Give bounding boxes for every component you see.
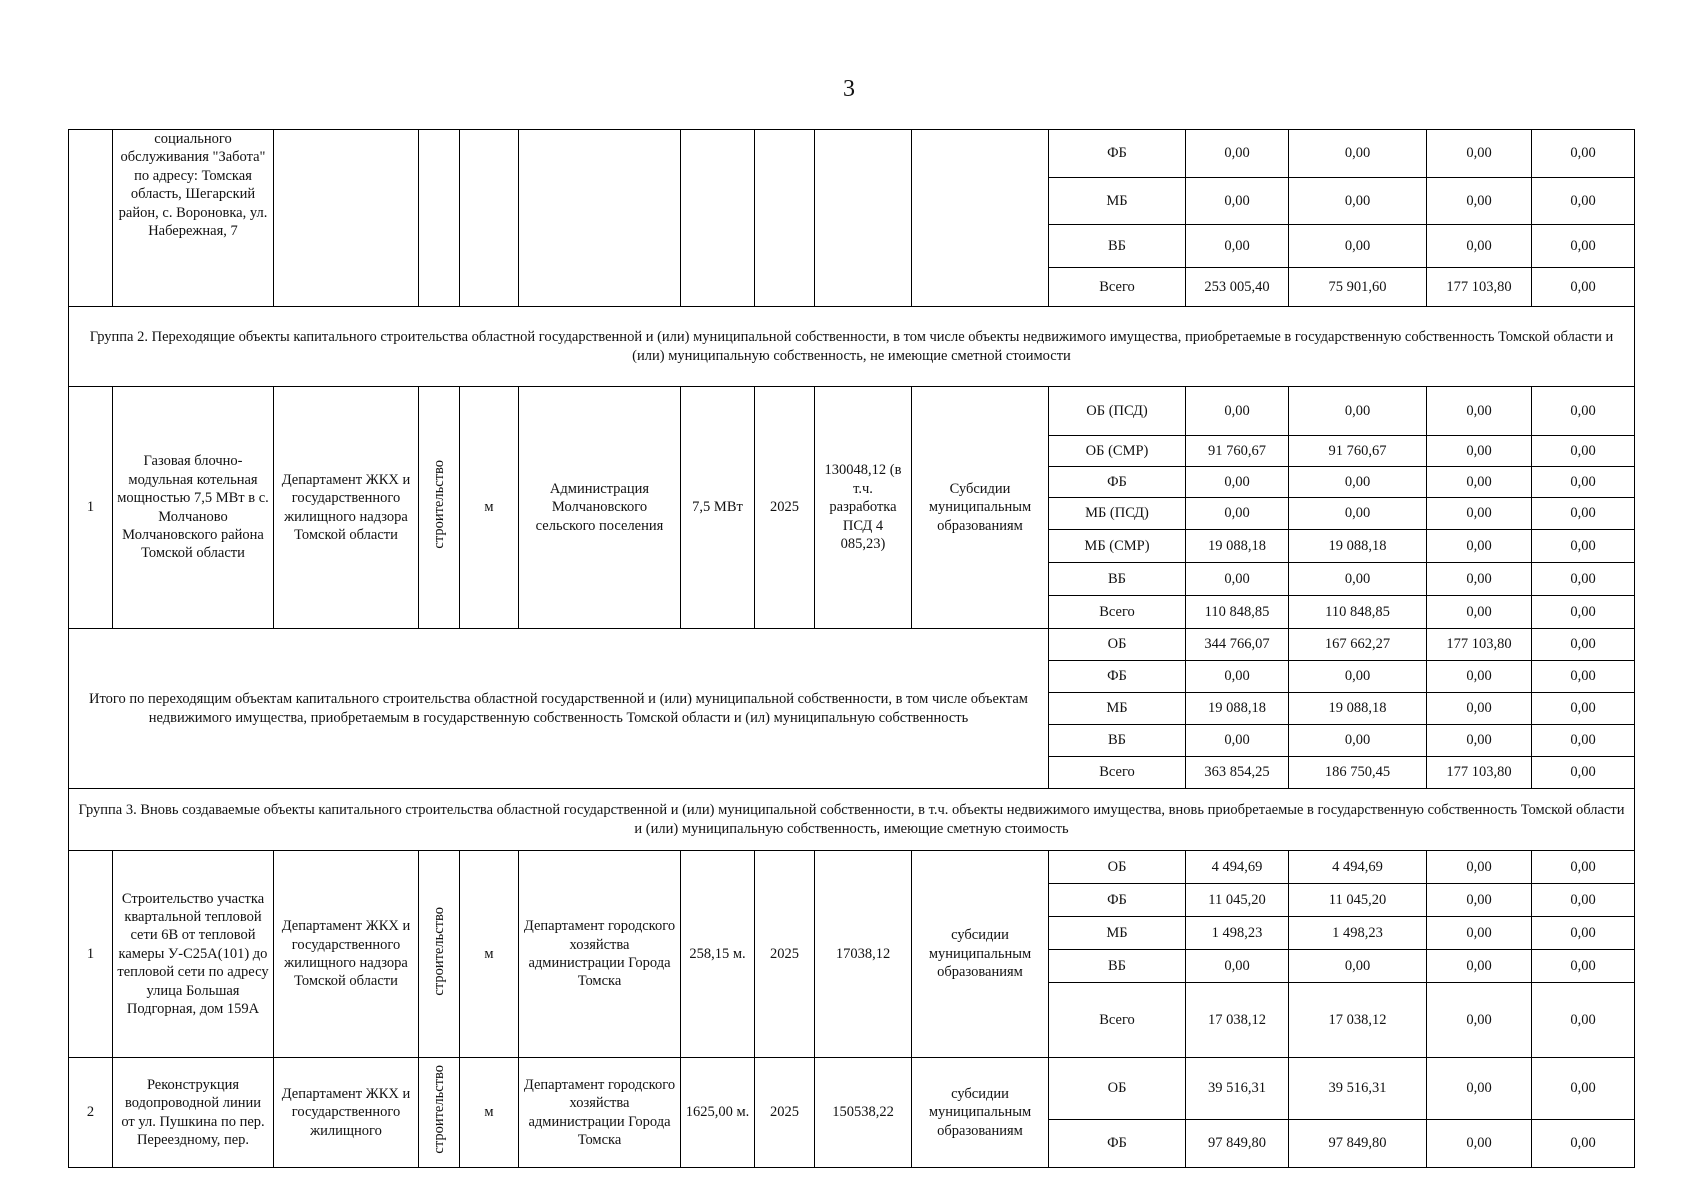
funding-source: Всего bbox=[1049, 596, 1186, 629]
form-cell bbox=[912, 130, 1049, 307]
amount-cell: 0,00 bbox=[1427, 225, 1532, 268]
amount-cell: 0,00 bbox=[1532, 387, 1635, 436]
amount-cell: 177 103,80 bbox=[1427, 268, 1532, 307]
amount-cell: 91 760,67 bbox=[1289, 436, 1427, 467]
year-cell: 2025 bbox=[755, 851, 815, 1058]
amount-cell: 0,00 bbox=[1427, 693, 1532, 725]
funding-source: ОБ (СМР) bbox=[1049, 436, 1186, 467]
cost-cell: 130048,12 (в т.ч. разработка ПСД 4 085,23) bbox=[815, 387, 912, 629]
amount-cell: 0,00 bbox=[1289, 467, 1427, 498]
amount-cell: 4 494,69 bbox=[1289, 851, 1427, 884]
capacity-cell: 7,5 МВт bbox=[681, 387, 755, 629]
funding-source: ВБ bbox=[1049, 950, 1186, 983]
funding-source: ОБ bbox=[1049, 851, 1186, 884]
amount-cell: 19 088,18 bbox=[1289, 530, 1427, 563]
cost-cell: 150538,22 bbox=[815, 1058, 912, 1168]
amount-cell: 75 901,60 bbox=[1289, 268, 1427, 307]
amount-cell: 110 848,85 bbox=[1289, 596, 1427, 629]
amount-cell: 1 498,23 bbox=[1186, 917, 1289, 950]
amount-cell: 110 848,85 bbox=[1186, 596, 1289, 629]
funding-source: ОБ (ПСД) bbox=[1049, 387, 1186, 436]
year-cell: 2025 bbox=[755, 1058, 815, 1168]
amount-cell: 0,00 bbox=[1427, 596, 1532, 629]
amount-cell: 0,00 bbox=[1427, 178, 1532, 225]
amount-cell: 363 854,25 bbox=[1186, 757, 1289, 789]
amount-cell: 0,00 bbox=[1532, 467, 1635, 498]
amount-cell: 0,00 bbox=[1427, 851, 1532, 884]
amount-cell: 0,00 bbox=[1532, 436, 1635, 467]
amount-cell: 19 088,18 bbox=[1186, 530, 1289, 563]
funding-source: МБ bbox=[1049, 693, 1186, 725]
amount-cell: 0,00 bbox=[1532, 983, 1635, 1058]
group-3-heading: Группа 3. Вновь создаваемые объекты капитального строительства областной государственной и (или) муниципальной собственности, в т.ч. объекты недвижимого имущества, вновь приобретаемые в государственную собственность Томской области и (или) муниципальную собственность, имеющие сметную стоимость bbox=[69, 789, 1635, 851]
funding-source: ФБ bbox=[1049, 467, 1186, 498]
amount-cell: 0,00 bbox=[1289, 563, 1427, 596]
row-number-cell bbox=[69, 130, 113, 307]
form-cell: субсидии муниципальным образованиям bbox=[912, 851, 1049, 1058]
amount-cell: 97 849,80 bbox=[1289, 1120, 1427, 1168]
amount-cell: 0,00 bbox=[1427, 661, 1532, 693]
object-name-cell: Строительство участка квартальной тепловой сети 6В от тепловой камеры У-С25А(101) до тепловой сети по адресу улица Большая Подгорная, дом 159А bbox=[113, 851, 274, 1058]
amount-cell: 0,00 bbox=[1532, 917, 1635, 950]
amount-cell: 0,00 bbox=[1186, 130, 1289, 178]
funding-source: Всего bbox=[1049, 983, 1186, 1058]
amount-cell: 0,00 bbox=[1532, 130, 1635, 178]
executor-cell bbox=[519, 130, 681, 307]
amount-cell: 186 750,45 bbox=[1289, 757, 1427, 789]
amount-cell: 19 088,18 bbox=[1186, 693, 1289, 725]
customer-cell: Департамент ЖКХ и государственного жилищного bbox=[274, 1058, 419, 1168]
amount-cell: 0,00 bbox=[1289, 387, 1427, 436]
work-type-cell bbox=[419, 1058, 460, 1168]
amount-cell: 0,00 bbox=[1532, 629, 1635, 661]
year-cell bbox=[755, 130, 815, 307]
work-type-cell bbox=[419, 130, 460, 307]
amount-cell: 0,00 bbox=[1427, 917, 1532, 950]
amount-cell: 17 038,12 bbox=[1289, 983, 1427, 1058]
amount-cell: 19 088,18 bbox=[1289, 693, 1427, 725]
amount-cell: 0,00 bbox=[1532, 596, 1635, 629]
amount-cell: 0,00 bbox=[1532, 225, 1635, 268]
amount-cell: 0,00 bbox=[1532, 1120, 1635, 1168]
amount-cell: 0,00 bbox=[1427, 530, 1532, 563]
group-heading-row bbox=[69, 307, 1635, 387]
funding-source: ФБ bbox=[1049, 130, 1186, 178]
form-cell: Субсидии муниципальным образованиям bbox=[912, 387, 1049, 629]
amount-cell: 0,00 bbox=[1427, 387, 1532, 436]
amount-cell: 0,00 bbox=[1532, 725, 1635, 757]
work-type-label: строительство bbox=[430, 460, 447, 550]
funding-source: МБ (СМР) bbox=[1049, 530, 1186, 563]
funding-source: ФБ bbox=[1049, 1120, 1186, 1168]
funding-source: МБ (ПСД) bbox=[1049, 498, 1186, 530]
amount-cell: 0,00 bbox=[1532, 851, 1635, 884]
object-name-cell: Реконструкция водопроводной линии от ул. Пушкина по пер. Переездному, пер. bbox=[113, 1058, 274, 1168]
amount-cell: 167 662,27 bbox=[1289, 629, 1427, 661]
amount-cell: 0,00 bbox=[1289, 178, 1427, 225]
amount-cell: 0,00 bbox=[1532, 498, 1635, 530]
amount-cell: 0,00 bbox=[1186, 178, 1289, 225]
amount-cell: 0,00 bbox=[1427, 498, 1532, 530]
amount-cell: 0,00 bbox=[1186, 225, 1289, 268]
funding-source: ОБ bbox=[1049, 629, 1186, 661]
amount-cell: 177 103,80 bbox=[1427, 757, 1532, 789]
amount-cell: 0,00 bbox=[1427, 1058, 1532, 1120]
level-cell: м bbox=[460, 851, 519, 1058]
amount-cell: 39 516,31 bbox=[1186, 1058, 1289, 1120]
level-cell: м bbox=[460, 387, 519, 629]
funding-source: ОБ bbox=[1049, 1058, 1186, 1120]
table-row bbox=[69, 387, 1635, 436]
work-type-label: строительство bbox=[430, 1065, 447, 1155]
amount-cell: 0,00 bbox=[1532, 884, 1635, 917]
amount-cell: 0,00 bbox=[1186, 498, 1289, 530]
amount-cell: 0,00 bbox=[1186, 563, 1289, 596]
amount-cell: 0,00 bbox=[1532, 563, 1635, 596]
customer-cell: Департамент ЖКХ и государственного жилищного надзора Томской области bbox=[274, 851, 419, 1058]
amount-cell: 97 849,80 bbox=[1186, 1120, 1289, 1168]
amount-cell: 0,00 bbox=[1289, 225, 1427, 268]
work-type-label: строительство bbox=[430, 906, 447, 996]
amount-cell: 0,00 bbox=[1289, 661, 1427, 693]
funding-source: ВБ bbox=[1049, 563, 1186, 596]
amount-cell: 0,00 bbox=[1532, 530, 1635, 563]
work-type-cell bbox=[419, 387, 460, 629]
amount-cell: 0,00 bbox=[1427, 983, 1532, 1058]
cost-cell: 17038,12 bbox=[815, 851, 912, 1058]
cost-cell bbox=[815, 130, 912, 307]
amount-cell: 39 516,31 bbox=[1289, 1058, 1427, 1120]
amount-cell: 177 103,80 bbox=[1427, 629, 1532, 661]
amount-cell: 0,00 bbox=[1427, 467, 1532, 498]
amount-cell: 0,00 bbox=[1532, 1058, 1635, 1120]
funding-source: МБ bbox=[1049, 178, 1186, 225]
group-heading-row bbox=[69, 789, 1635, 851]
object-name-cell: социального обслуживания "Забота" по адресу: Томская область, Шегарский район, с. Вороновка, ул. Набережная, 7 bbox=[113, 130, 274, 307]
capacity-cell bbox=[681, 130, 755, 307]
level-cell bbox=[460, 130, 519, 307]
amount-cell: 1 498,23 bbox=[1289, 917, 1427, 950]
funding-source: ФБ bbox=[1049, 884, 1186, 917]
amount-cell: 0,00 bbox=[1289, 498, 1427, 530]
amount-cell: 0,00 bbox=[1289, 950, 1427, 983]
amount-cell: 253 005,40 bbox=[1186, 268, 1289, 307]
amount-cell: 17 038,12 bbox=[1186, 983, 1289, 1058]
amount-cell: 0,00 bbox=[1532, 661, 1635, 693]
amount-cell: 0,00 bbox=[1186, 661, 1289, 693]
funding-source: ФБ bbox=[1049, 661, 1186, 693]
amount-cell: 11 045,20 bbox=[1186, 884, 1289, 917]
amount-cell: 11 045,20 bbox=[1289, 884, 1427, 917]
work-type-cell bbox=[419, 851, 460, 1058]
funding-source: Всего bbox=[1049, 757, 1186, 789]
amount-cell: 0,00 bbox=[1186, 725, 1289, 757]
amount-cell: 0,00 bbox=[1186, 950, 1289, 983]
amount-cell: 0,00 bbox=[1186, 467, 1289, 498]
amount-cell: 344 766,07 bbox=[1186, 629, 1289, 661]
customer-cell bbox=[274, 130, 419, 307]
capital-construction-table bbox=[68, 129, 1635, 1168]
executor-cell: Департамент городского хозяйства администрации Города Томска bbox=[519, 1058, 681, 1168]
amount-cell: 4 494,69 bbox=[1186, 851, 1289, 884]
amount-cell: 0,00 bbox=[1427, 950, 1532, 983]
row-number-cell: 1 bbox=[69, 387, 113, 629]
amount-cell: 0,00 bbox=[1532, 268, 1635, 307]
amount-cell: 0,00 bbox=[1427, 1120, 1532, 1168]
amount-cell: 0,00 bbox=[1427, 884, 1532, 917]
page-number: 3 bbox=[843, 76, 855, 102]
capacity-cell: 258,15 м. bbox=[681, 851, 755, 1058]
table-row bbox=[69, 130, 1635, 178]
amount-cell: 0,00 bbox=[1427, 563, 1532, 596]
row-number-cell: 2 bbox=[69, 1058, 113, 1168]
amount-cell: 0,00 bbox=[1532, 178, 1635, 225]
amount-cell: 0,00 bbox=[1289, 725, 1427, 757]
group-2-total-label: Итого по переходящим объектам капитального строительства областной государственной и (или) муниципальной собственности, в том числе объектам недвижимого имущества, приобретаемым в государственную собственность Томской области и (ил) муниципальную собственность bbox=[69, 629, 1049, 789]
amount-cell: 0,00 bbox=[1532, 757, 1635, 789]
executor-cell: Департамент городского хозяйства администрации Города Томска bbox=[519, 851, 681, 1058]
funding-source: ВБ bbox=[1049, 225, 1186, 268]
amount-cell: 0,00 bbox=[1532, 693, 1635, 725]
executor-cell: Администрация Молчановского сельского поселения bbox=[519, 387, 681, 629]
table-row bbox=[69, 629, 1635, 661]
table-row bbox=[69, 1058, 1635, 1120]
amount-cell: 0,00 bbox=[1427, 130, 1532, 178]
object-name-cell: Газовая блочно-модульная котельная мощностью 7,5 МВт в с. Молчаново Молчановского района Томской области bbox=[113, 387, 274, 629]
amount-cell: 0,00 bbox=[1427, 436, 1532, 467]
funding-source: Всего bbox=[1049, 268, 1186, 307]
amount-cell: 0,00 bbox=[1532, 950, 1635, 983]
level-cell: м bbox=[460, 1058, 519, 1168]
capacity-cell: 1625,00 м. bbox=[681, 1058, 755, 1168]
amount-cell: 0,00 bbox=[1186, 387, 1289, 436]
form-cell: субсидии муниципальным образованиям bbox=[912, 1058, 1049, 1168]
group-2-heading: Группа 2. Переходящие объекты капитального строительства областной государственной и (или) муниципальной собственности, в том числе объекты недвижимого имущества, приобретаемые в государственную собственность Томской области и (или) муниципальную собственность, не имеющие сметной стоимости bbox=[69, 307, 1635, 387]
amount-cell: 0,00 bbox=[1289, 130, 1427, 178]
amount-cell: 91 760,67 bbox=[1186, 436, 1289, 467]
funding-source: МБ bbox=[1049, 917, 1186, 950]
year-cell: 2025 bbox=[755, 387, 815, 629]
customer-cell: Департамент ЖКХ и государственного жилищного надзора Томской области bbox=[274, 387, 419, 629]
funding-source: ВБ bbox=[1049, 725, 1186, 757]
row-number-cell: 1 bbox=[69, 851, 113, 1058]
amount-cell: 0,00 bbox=[1427, 725, 1532, 757]
table-row bbox=[69, 851, 1635, 884]
